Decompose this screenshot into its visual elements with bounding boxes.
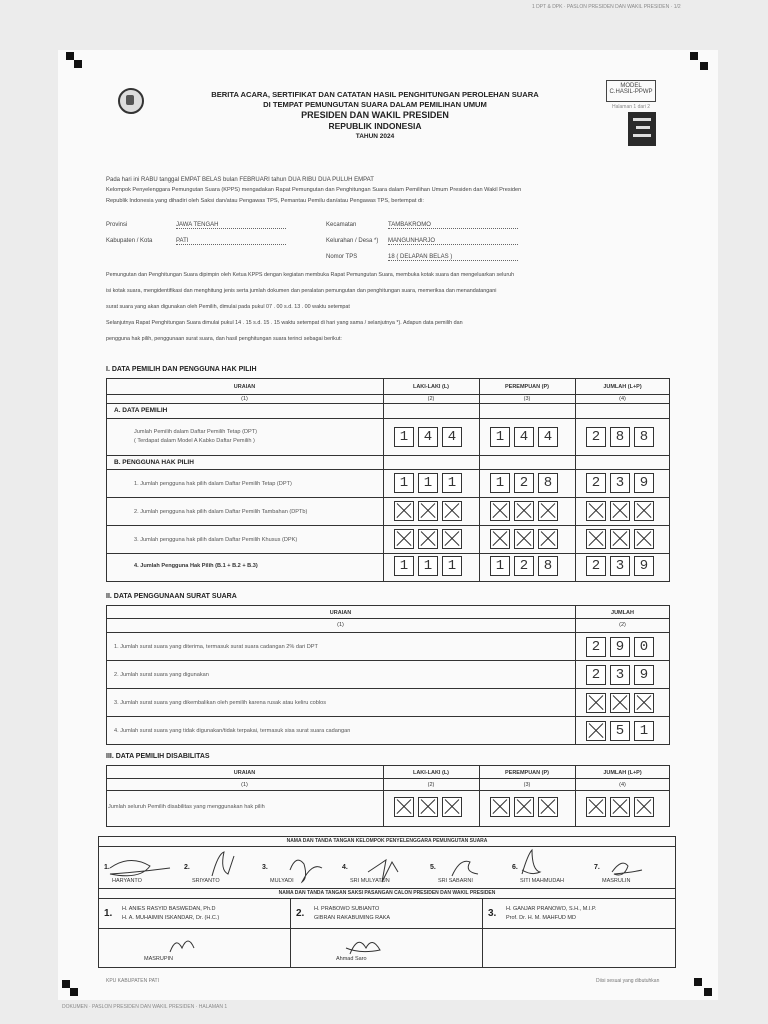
- section1-heading: I. DATA PEMILIH DAN PENGGUNA HAK PILIH: [106, 366, 257, 373]
- kpps-number: 7.: [594, 864, 600, 871]
- digit-box: 1: [442, 556, 462, 576]
- s2-row-label: 1. Jumlah surat suara yang diterima, termasuk surat suara cadangan 2% dari DPT: [114, 644, 318, 650]
- digit-box: 1: [394, 473, 414, 493]
- s3-num-4: (4): [619, 782, 626, 788]
- digit-box: 1: [634, 721, 654, 741]
- kpps-number: 4.: [342, 864, 348, 871]
- s2-row-label: 4. Jumlah surat suara yang tidak digunakan/tidak terpakai, termasuk sisa surat suara cadangan: [114, 728, 351, 734]
- paragraph-line5: pengguna hak pilih, penggunaan surat suara, dan hasil penghitungan suara terinci sebagai berikut:: [106, 336, 342, 342]
- digit-box: [490, 501, 510, 521]
- saksi-candidate-2: H. A. MUHAIMIN ISKANDAR, Dr. (H.C.): [122, 915, 220, 921]
- s1-col-uraian: URAIAN: [233, 384, 256, 390]
- s1-num-4: (4): [619, 396, 626, 402]
- s2-col-jumlah: JUMLAH: [611, 610, 634, 616]
- digit-box: [442, 529, 462, 549]
- kpps-name: SRI SABARNI: [438, 878, 473, 884]
- digit-box: [586, 693, 606, 713]
- registration-mark: [74, 60, 82, 68]
- provinsi-value: JAWA TENGAH: [176, 222, 286, 229]
- saksi-candidate-1: H. GANJAR PRANOWO, S.H., M.I.P.: [506, 906, 597, 912]
- digit-box: [610, 501, 630, 521]
- kpps-number: 1.: [104, 864, 110, 871]
- digit-box: [394, 529, 414, 549]
- digit-box: 4: [514, 427, 534, 447]
- s2-row-label: 2. Jumlah surat suara yang digunakan: [114, 672, 209, 678]
- s3-col-perempuan: PEREMPUAN (P): [504, 770, 549, 776]
- digit-box: [490, 797, 510, 817]
- digit-box: [538, 797, 558, 817]
- digit-box: 2: [586, 637, 606, 657]
- digit-box: [610, 693, 630, 713]
- s1-col-perempuan: PEREMPUAN (P): [504, 384, 549, 390]
- saksi-candidate-2: GIBRAN RAKABUMING RAKA: [314, 915, 391, 921]
- saksi-heading: NAMA DAN TANDA TANGAN SAKSI PASANGAN CALON PRESIDEN DAN WAKIL PRESIDEN: [278, 890, 496, 896]
- digit-box: [418, 501, 438, 521]
- form-code-box: [606, 80, 656, 102]
- paragraph-line2: isi kotak suara, mengidentifikasi dan menghitung jenis serta jumlah dokumen dan peralatan pemungutan dan penghitungan suara, memeriksa dan menandatangani: [106, 288, 497, 294]
- title-line4: REPUBLIK INDONESIA: [328, 121, 422, 131]
- section3-heading: III. DATA PEMILIH DISABILITAS: [106, 753, 210, 760]
- digit-box: 1: [442, 473, 462, 493]
- kpps-name: SRIYANTO: [192, 878, 220, 884]
- paragraph-line4: Selanjutnya Rapat Penghitungan Suara dimulai pukul 14 . 15 s.d. 15 . 15 waktu setempat di hari yang sama / selanjutnya *). Adapun data pemilih dan: [106, 320, 463, 326]
- saksi-candidate-2: Prof. Dr. H. M. MAHFUD MD: [506, 915, 576, 921]
- kpps-number: 3.: [262, 864, 268, 871]
- kpu-logo: [118, 88, 144, 114]
- desa-value: MANGUNHARJO: [388, 238, 518, 245]
- digit-box: 4: [418, 427, 438, 447]
- digit-box: 2: [586, 665, 606, 685]
- digit-box: 0: [634, 637, 654, 657]
- form-code-note: Halaman 1 dari 2: [612, 104, 651, 110]
- kpps-name: MASRULIN: [602, 878, 631, 884]
- digit-box: [418, 797, 438, 817]
- tps-label: Nomor TPS: [326, 254, 358, 260]
- digit-box: 2: [586, 556, 606, 576]
- kpps-name: HARYANTO: [112, 878, 142, 884]
- digit-box: 8: [634, 427, 654, 447]
- s2-num-1: (1): [337, 622, 344, 628]
- registration-mark: [694, 978, 702, 986]
- intro-line1: Pada hari ini RABU tanggal EMPAT BELAS bulan FEBRUARI tahun DUA RIBU DUA PULUH EMPAT: [106, 177, 374, 183]
- kpps-name: SRI MULYATUN: [350, 878, 390, 884]
- s1-row-label: 4. Jumlah Pengguna Hak Pilih (B.1 + B.2 + B.3): [134, 563, 258, 569]
- digit-box: 9: [634, 556, 654, 576]
- s1-row-label: 3. Jumlah pengguna hak pilih dalam Daftar Pemilih Khusus (DPK): [134, 537, 298, 543]
- kpps-number: 2.: [184, 864, 190, 871]
- saksi-signer-name: Ahmad Saro: [336, 956, 367, 962]
- kpps-name: SITI MAHMUDAH: [520, 878, 564, 884]
- paragraph-line1: Pemungutan dan Penghitungan Suara dipimpin oleh Ketua KPPS dengan kegiatan membuka Rapat Pemungutan Suara, membuka kotak suara dan mengeluarkan seluruh: [106, 272, 515, 278]
- digit-box: [394, 501, 414, 521]
- s1-num-3: (3): [523, 396, 531, 402]
- s2-num-2: (2): [619, 622, 626, 628]
- registration-mark: [690, 52, 698, 60]
- digit-box: 8: [538, 473, 558, 493]
- saksi-number: 2.: [296, 908, 305, 919]
- desa-label: Kelurahan / Desa *): [326, 238, 379, 244]
- s1-a-title: A. DATA PEMILIH: [114, 407, 168, 414]
- form-code-line1: MODEL: [620, 83, 642, 89]
- digit-box: [442, 797, 462, 817]
- digit-box: 9: [610, 637, 630, 657]
- digit-box: 1: [490, 473, 510, 493]
- paragraph-line3: surat suara yang akan digunakan oleh Pemilih, dimulai pada pukul 07 . 00 s.d. 13 . 00 waktu setempat: [106, 304, 350, 310]
- kpps-number: 5.: [430, 864, 436, 871]
- intro-line2: Kelompok Penyelenggara Pemungutan Suara (KPPS) mengadakan Rapat Pemungutan dan Penghitungan Suara dalam Pemilihan Umum Presiden dan Wakil Presiden: [106, 187, 522, 193]
- digit-box: [634, 693, 654, 713]
- s1-row-label: 2. Jumlah pengguna hak pilih dalam Daftar Pemilih Tambahan (DPTb): [134, 509, 308, 515]
- registration-mark: [62, 980, 70, 988]
- digit-box: 1: [394, 427, 414, 447]
- s3-num-2: (2): [427, 782, 435, 788]
- kabupaten-label: Kabupaten / Kota: [106, 238, 153, 244]
- digit-box: 3: [610, 473, 630, 493]
- digit-box: 2: [586, 427, 606, 447]
- s1-row-label: 1. Jumlah pengguna hak pilih dalam Daftar Pemilih Tetap (DPT): [134, 481, 292, 487]
- footer-bottom: DOKUMEN · PASLON PRESIDEN DAN WAKIL PRESIDEN · HALAMAN 1: [62, 1004, 228, 1010]
- digit-box: [514, 501, 534, 521]
- registration-mark: [66, 52, 74, 60]
- digit-box: [586, 721, 606, 741]
- digit-box: 8: [538, 556, 558, 576]
- saksi-signer-name: MASRUPIN: [144, 956, 174, 962]
- s1-a-row-line2: ( Terdapat dalam Model A Kabko Daftar Pemilih ): [134, 438, 255, 444]
- digit-box: [634, 529, 654, 549]
- provinsi-label: Provinsi: [106, 222, 128, 228]
- kpps-number: 6.: [512, 864, 518, 871]
- digit-box: 4: [442, 427, 462, 447]
- kabupaten-value: PATI: [176, 238, 286, 245]
- tps-value: 18 ( DELAPAN BELAS ): [388, 254, 518, 261]
- registration-mark: [70, 988, 78, 996]
- saksi-number: 3.: [488, 908, 497, 919]
- top-strip-text: 1 DPT & DPK · PASLON PRESIDEN DAN WAKIL PRESIDEN · 1/2: [532, 4, 681, 10]
- digit-box: [538, 529, 558, 549]
- digit-box: 2: [514, 473, 534, 493]
- s2-row-label: 3. Jumlah surat suara yang dikembalikan oleh pemilih karena rusak atau keliru coblos: [114, 700, 327, 706]
- digit-box: [586, 797, 606, 817]
- s3-col-laki: LAKI-LAKI (L): [412, 770, 450, 776]
- s3-col-uraian: URAIAN: [233, 770, 256, 776]
- title-line1: BERITA ACARA, SERTIFIKAT DAN CATATAN HASIL PENGHITUNGAN PEROLEHAN SUARA: [211, 90, 539, 99]
- s1-a-row-line1: Jumlah Pemilih dalam Daftar Pemilih Tetap (DPT): [134, 429, 258, 435]
- digit-box: [586, 501, 606, 521]
- digit-box: [514, 797, 534, 817]
- kpps-heading: NAMA DAN TANDA TANGAN KELOMPOK PENYELENGGARA PEMUNGUTAN SUARA: [286, 838, 488, 844]
- digit-box: [442, 501, 462, 521]
- digit-box: [634, 501, 654, 521]
- form-code-line2: C.HASIL-PPWP: [609, 89, 653, 95]
- saksi-candidate-1: H. PRABOWO SUBIANTO: [314, 906, 380, 912]
- s1-col-laki: LAKI-LAKI (L): [412, 384, 450, 390]
- saksi-candidate-1: H. ANIES RASYID BASWEDAN, Ph.D: [122, 906, 216, 912]
- digit-box: 8: [610, 427, 630, 447]
- digit-box: 2: [586, 473, 606, 493]
- digit-box: 3: [610, 556, 630, 576]
- saksi-number: 1.: [104, 908, 113, 919]
- digit-box: [538, 501, 558, 521]
- title-line5: TAHUN 2024: [355, 133, 395, 140]
- s1-num-2: (2): [427, 396, 435, 402]
- s1-num-1: (1): [241, 396, 248, 402]
- title-line2: DI TEMPAT PEMUNGUTAN SUARA DALAM PEMILIHAN UMUM: [263, 100, 487, 109]
- digit-box: [634, 797, 654, 817]
- digit-box: 4: [538, 427, 558, 447]
- digit-box: [418, 529, 438, 549]
- s2-col-uraian: URAIAN: [329, 610, 352, 616]
- s1-b-title: B. PENGGUNA HAK PILIH: [114, 459, 194, 466]
- digit-box: 2: [514, 556, 534, 576]
- title-line3: PRESIDEN DAN WAKIL PRESIDEN: [301, 110, 449, 120]
- s3-col-jumlah: JUMLAH (L+P): [603, 770, 642, 776]
- digit-box: [586, 529, 606, 549]
- kecamatan-label: Kecamatan: [326, 222, 357, 228]
- kpps-name: MULYADI: [270, 878, 294, 884]
- footer-left: KPU KABUPATEN PATI: [106, 978, 159, 984]
- digit-box: [514, 529, 534, 549]
- section2-heading: II. DATA PENGGUNAAN SURAT SUARA: [106, 593, 237, 600]
- qr-code: [628, 112, 656, 146]
- digit-box: [610, 797, 630, 817]
- registration-mark: [700, 62, 708, 70]
- digit-box: 1: [418, 556, 438, 576]
- digit-box: 3: [610, 665, 630, 685]
- digit-box: 9: [634, 473, 654, 493]
- digit-box: 1: [490, 556, 510, 576]
- kecamatan-value: TAMBAKROMO: [388, 222, 518, 229]
- s3-num-1: (1): [241, 782, 248, 788]
- intro-line3: Republik Indonesia yang dihadiri oleh Saksi dan/atau Pengawas TPS, Pemantau Pemilu dan/atau Pengawas TPS, bertempat di:: [106, 198, 424, 204]
- digit-box: [490, 529, 510, 549]
- digit-box: [394, 797, 414, 817]
- digit-box: 9: [634, 665, 654, 685]
- s1-col-jumlah: JUMLAH (L+P): [603, 384, 642, 390]
- digit-box: 5: [610, 721, 630, 741]
- s3-row-label: Jumlah seluruh Pemilih disabilitas yang menggunakan hak pilih: [108, 804, 265, 810]
- digit-box: 1: [490, 427, 510, 447]
- registration-mark: [704, 988, 712, 996]
- s3-num-3: (3): [523, 782, 531, 788]
- digit-box: [610, 529, 630, 549]
- footer-right: Diisi sesuai yang dibutuhkan: [596, 978, 660, 984]
- digit-box: 1: [418, 473, 438, 493]
- digit-box: 1: [394, 556, 414, 576]
